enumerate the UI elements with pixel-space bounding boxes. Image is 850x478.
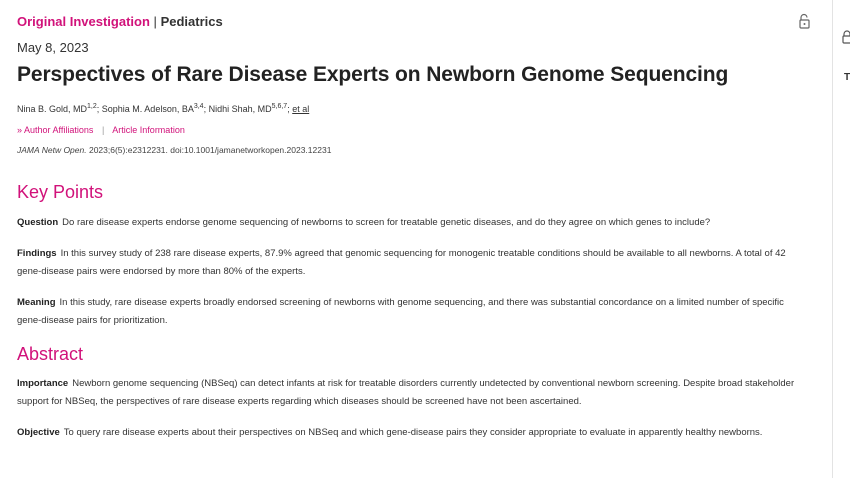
key-point-findings [17, 245, 807, 281]
abstract-heading: Abstract [17, 344, 84, 364]
author-affiliation-sup: 1,2 [87, 103, 97, 110]
author-list: Nina B. Gold, MD$^{1,2}$; Sophia M. Adelson, BA$^{3,4}$; Nidhi Shah, MD$^{5,6,7}$; et al [17, 103, 310, 114]
question-label: Question [17, 217, 59, 228]
objective-label: Objective [17, 427, 60, 438]
lock-open-icon[interactable] [798, 13, 812, 29]
citation [17, 145, 331, 155]
meaning-text: In this study, rare disease experts broadly endorsed screening of newborns with genome sequencing, and there was substantial concordance on a limited number of specific gene-disease pairs for prioritization. [17, 297, 784, 326]
article-topic[interactable]: Pediatrics [160, 14, 223, 29]
author-affiliation-sup: 3,4 [193, 103, 204, 110]
question-text: Do rare disease experts endorse genome sequencing of newborns to screen for treatable genetic diseases, and do they agree on which genes to include? [62, 217, 711, 228]
right-rail-divider [832, 0, 833, 478]
author-name[interactable]: Sophia M. Adelson, BA [101, 104, 194, 114]
publication-date: May 8, 2023 [17, 40, 89, 55]
author-name[interactable]: Nidhi Shah, MD [208, 104, 272, 114]
key-point-meaning [17, 294, 807, 330]
rail-icon[interactable] [842, 30, 850, 44]
citation-journal: JAMA Netw Open. [17, 145, 87, 155]
et-al-link[interactable]: et al [292, 104, 310, 114]
citation-details: 2023;6(5):e2312231. doi:10.1001/jamanetworkopen.2023.12231 [86, 145, 332, 155]
chevron-right-icon: » [17, 125, 23, 135]
findings-label: Findings [17, 248, 57, 259]
article-links [17, 125, 185, 135]
article-type[interactable]: Original Investigation [17, 14, 150, 29]
objective-text: To query rare disease experts about their perspectives on NBSeq and which gene-disease pairs they consider appropriate to evaluate in apparently healthy newborns. [63, 427, 763, 438]
abstract-objective [17, 424, 807, 442]
author-affiliation-sup: 5,6,7 [271, 103, 288, 110]
meaning-label: Meaning [17, 297, 56, 308]
findings-text: In this survey study of 238 rare disease experts, 87.9% agreed that genomic sequencing for monogenic treatable conditions should be available to all newborns. A total of 42 gene-disease pairs were endorsed by more than 80% of the experts. [17, 248, 786, 277]
importance-text: Newborn genome sequencing (NBSeq) can detect infants at risk for treatable disorders currently undetected by conventional newborn screening. Despite broad stakeholder support for NBSeq, the perspectives of rare disease experts regarding which diseases should be screened have not been ascertained. [17, 378, 795, 407]
article-meta-line [17, 14, 223, 29]
key-points-heading: Key Points [17, 182, 104, 202]
author-affiliations-link[interactable]: Author Affiliations [24, 125, 94, 135]
importance-label: Importance [17, 378, 69, 389]
key-point-question [17, 214, 807, 232]
links-divider: | [101, 125, 105, 135]
article-information-link[interactable]: Article Information [112, 125, 185, 135]
author-name[interactable]: Nina B. Gold, MD [17, 104, 88, 114]
right-rail-label: T [844, 72, 850, 83]
meta-separator: | [153, 14, 157, 29]
article-title: Perspectives of Rare Disease Experts on Newborn Genome Sequencing [17, 63, 729, 86]
abstract-importance [17, 375, 807, 411]
